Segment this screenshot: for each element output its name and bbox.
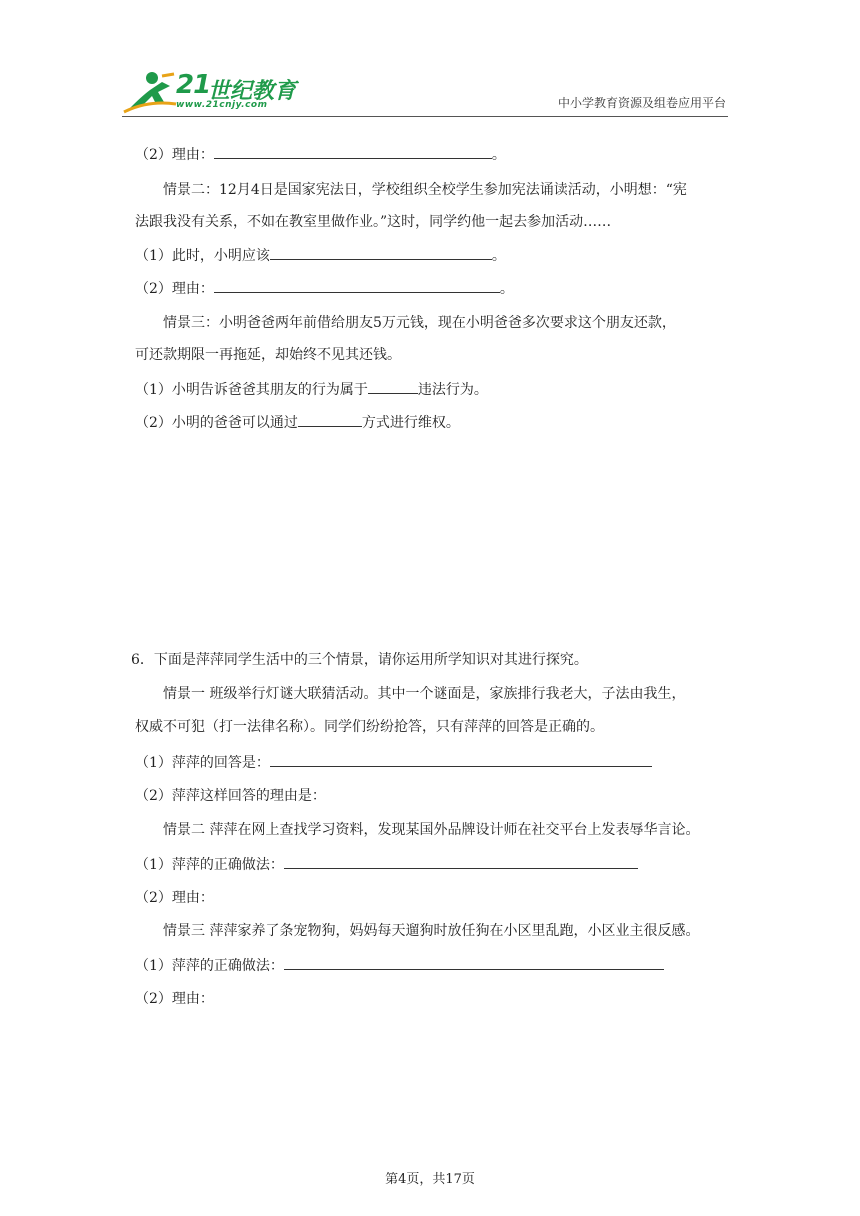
- question-line: （1）小明告诉爸爸其朋友的行为属于 违法行为。: [135, 379, 488, 400]
- answer-blank[interactable]: [214, 144, 492, 159]
- question-line: （2）理由：: [135, 991, 214, 1007]
- q-reason-line: （2）理由： 。: [135, 144, 506, 165]
- question-line: （2）萍萍这样回答的理由是：: [135, 788, 326, 804]
- logo: [122, 70, 302, 116]
- runner-logo-icon: [122, 70, 178, 116]
- answer-blank[interactable]: [214, 278, 500, 293]
- page-footer: 第4页，共17页: [385, 1172, 475, 1187]
- case-2-line: 情景二 萍萍在网上查找学习资料，发现某国外品牌设计师在社交平台上发表辱华言论。: [163, 822, 700, 838]
- logo-number: 21: [176, 70, 211, 100]
- question-line: （1）此时，小明应该 。: [135, 245, 506, 266]
- question-line: （2）理由： 。: [135, 278, 514, 299]
- scenario-3-line-1: 情景三：小明爸爸两年前借给朋友5万元钱，现在小明爸爸多次要求这个朋友还款，: [163, 315, 676, 331]
- question-line: （1）萍萍的正确做法：: [135, 955, 664, 976]
- question-6-title: 6．下面是萍萍同学生活中的三个情景，请你运用所学知识对其进行探究。: [131, 652, 588, 668]
- scenario-2-line-1: 情景二：12月4日是国家宪法日，学校组织全校学生参加宪法诵读活动，小明想：“宪: [163, 182, 687, 198]
- answer-blank[interactable]: [270, 752, 652, 767]
- logo-url: www.21cnjy.com: [176, 100, 268, 110]
- question-line: （1）萍萍的正确做法：: [135, 854, 638, 875]
- page-header: [122, 64, 728, 117]
- case-3-line: 情景三 萍萍家养了条宠物狗，妈妈每天遛狗时放任狗在小区里乱跑，小区业主很反感。: [163, 923, 700, 939]
- answer-blank[interactable]: [298, 412, 362, 427]
- scenario-2-line-2: 法跟我没有关系，不如在教室里做作业。”这时，同学约他一起去参加活动……: [135, 214, 612, 230]
- question-line: （2）小明的爸爸可以通过 方式进行维权。: [135, 412, 460, 433]
- answer-blank[interactable]: [270, 245, 492, 260]
- question-line: （1）萍萍的回答是：: [135, 752, 652, 773]
- scenario-3-line-2: 可还款期限一再拖延，却始终不见其还钱。: [135, 347, 401, 363]
- answer-blank[interactable]: [368, 379, 418, 394]
- logo-text: 世纪教育: [208, 79, 297, 104]
- case-1-line-2: 权威不可犯（打一法律名称）。同学们纷纷抢答，只有萍萍的回答是正确的。: [135, 719, 604, 735]
- case-1-line-1: 情景一 班级举行灯谜大联猜活动。其中一个谜面是，家族排行我老大，子法由我生，: [163, 686, 686, 702]
- platform-title: 中小学教育资源及组卷应用平台: [557, 96, 726, 110]
- answer-blank[interactable]: [284, 955, 664, 970]
- question-line: （2）理由：: [135, 890, 214, 906]
- answer-blank[interactable]: [284, 854, 638, 869]
